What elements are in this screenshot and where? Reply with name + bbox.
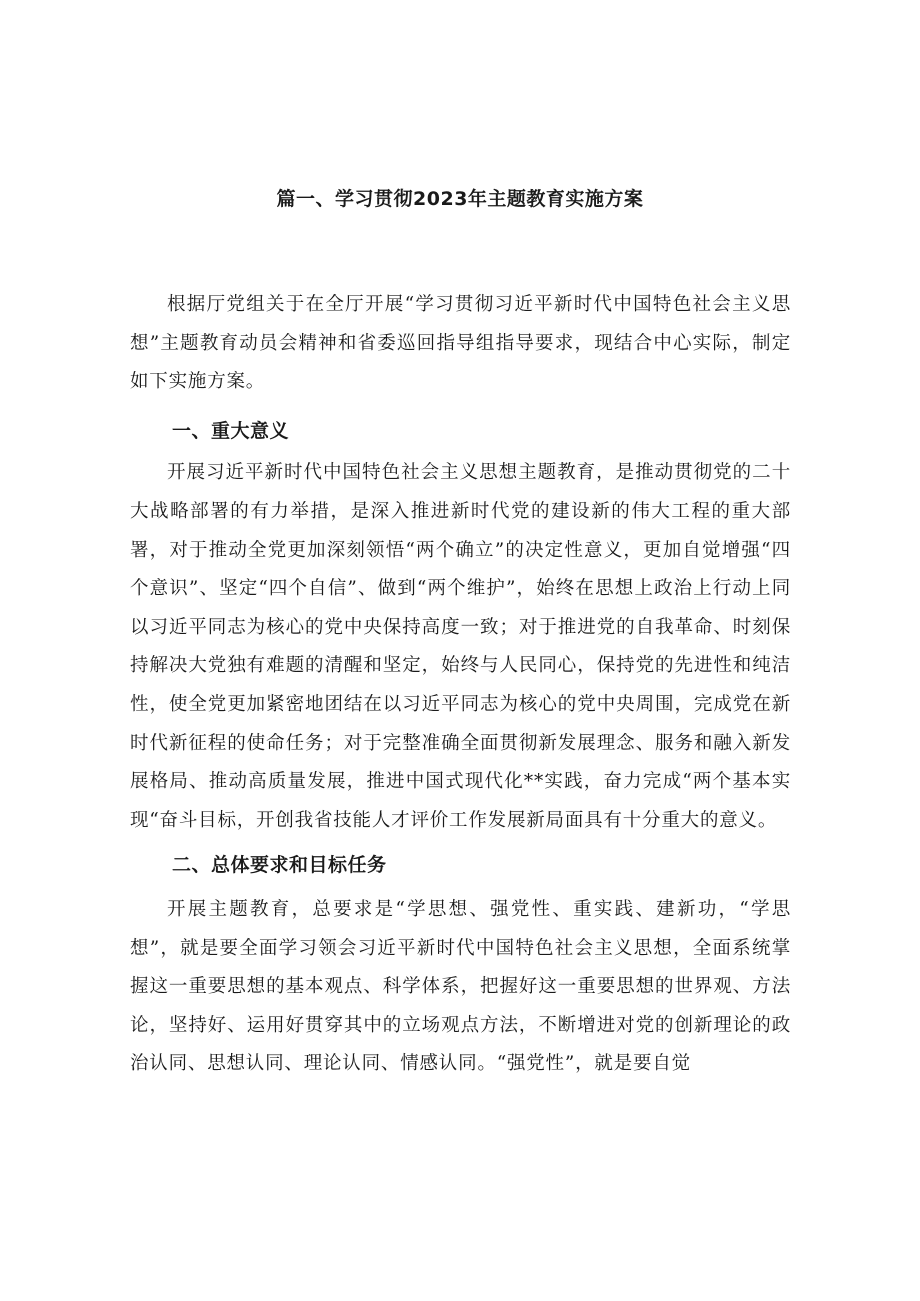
section-body-requirements: 开展主题教育，总要求是“学思想、强党性、重实践、建新功，“学思想”，就是要全面学习领会习近平新时代中国特色社会主义思想，全面系统掌握这一重要思想的基本观点、科学体系，把握好这一重要思想的世界观、方法论，坚持好、运用好贯穿其中的立场观点方法，不断增进对党的创新理论的政治认同、思想认同、理论认同、情感认同。“强党性”，就是要自觉 (130, 898, 791, 1075)
section-heading-requirements: 二、总体要求和目标任务 (172, 854, 387, 877)
intro-paragraph: 根据厅党组关于在全厅开展“学习贯彻习近平新时代中国特色社会主义思想”主题教育动员会精神和省委巡回指导组指导要求，现结合中心实际，制定如下实施方案。 (130, 294, 791, 393)
section-body-significance: 开展习近平新时代中国特色社会主义思想主题教育，是推动贯彻党的二十大战略部署的有力举措，是深入推进新时代党的建设新的伟大工程的重大部署，对于推动全党更加深刻领悟“两个确立”的决定性意义，更加自觉增强“四个意识”、坚定“四个自信”、做到“两个维护”，始终在思想上政治上行动上同以习近平同志为核心的党中央保持高度一致；对于推进党的自我革命、时刻保持解决大党独有难题的清醒和坚定，始终与人民同心，保持党的先进性和纯洁性，使全党更加紧密地团结在以习近平同志为核心的党中央周围，完成党在新时代新征程的使命任务；对于完整准确全面贯彻新发展理念、服务和融入新发展格局、推动高质量发展，推进中国式现代化**实践，奋力完成“两个基本实现“奋斗目标，开创我省技能人才评价工作发展新局面具有十分重大的意义。 (130, 462, 791, 831)
section-heading-significance: 一、重大意义 (172, 419, 290, 442)
document-body (130, 286, 791, 1084)
document-title: 篇一、学习贯彻2023年主题教育实施方案 (276, 188, 644, 210)
